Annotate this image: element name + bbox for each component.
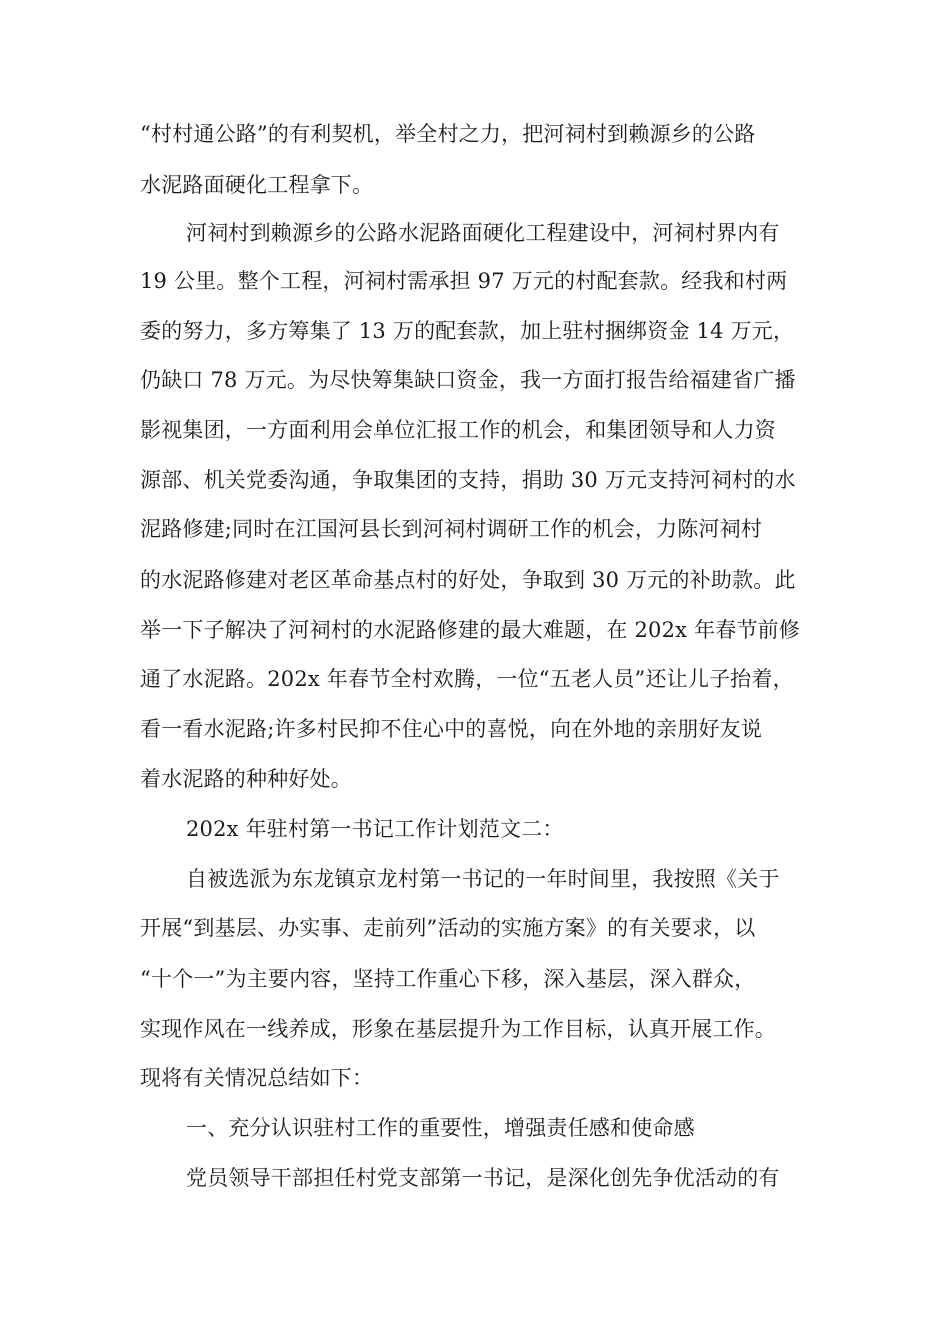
text-line: 源部、机关党委沟通，争取集团的支持，捐助 30 万元支持河祠村的水 [140, 468, 796, 492]
text-line: “十个一”为主要内容，坚持工作重心下移，深入基层，深入群众， [140, 967, 756, 991]
text-line: 委的努力，多方筹集了 13 万的配套款，加上驻村捆绑资金 14 万元， [140, 319, 795, 343]
text-line: 水泥路面硬化工程拿下。 [140, 173, 374, 197]
text-line: 开展“到基层、办实事、走前列”活动的实施方案》的有关要求，以 [140, 916, 756, 940]
section-heading: 202x 年驻村第一书记工作计划范文二： [186, 817, 564, 841]
paragraph-first-line: 河祠村到赖源乡的公路水泥路面硬化工程建设中，河祠村界内有 [186, 221, 780, 245]
paragraph-first-line: 党员领导干部担任村党支部第一书记，是深化创先争优活动的有 [186, 1166, 780, 1190]
text-line: 通了水泥路。202x 年春节全村欢腾，一位“五老人员”还让儿子抬着， [140, 667, 794, 691]
text-line: 着水泥路的种种好处。 [140, 767, 352, 791]
text-line: 泥路修建;同时在江国河县长到河祠村调研工作的机会，力陈河祠村 [140, 517, 763, 541]
subsection-heading: 一、充分认识驻村工作的重要性，增强责任感和使命感 [186, 1116, 695, 1140]
text-line: 现将有关情况总结如下： [140, 1066, 374, 1090]
text-line: 实现作风在一线养成，形象在基层提升为工作目标，认真开展工作。 [140, 1017, 776, 1041]
text-line: 举一下子解决了河祠村的水泥路修建的最大难题，在 202x 年春节前修 [140, 618, 801, 642]
text-line: 19 公里。整个工程，河祠村需承担 97 万元的村配套款。经我和村两 [140, 269, 788, 293]
text-line: 仍缺口 78 万元。为尽快筹集缺口资金，我一方面打报告给福建省广播 [140, 368, 796, 392]
paragraph-first-line: 自被选派为东龙镇京龙村第一书记的一年时间里，我按照《关于 [186, 867, 780, 891]
text-line: 影视集团，一方面利用会单位汇报工作的机会，和集团领导和人力资 [140, 418, 776, 442]
text-line: “村村通公路”的有利契机，举全村之力，把河祠村到赖源乡的公路 [140, 122, 756, 146]
text-line: 看一看水泥路;许多村民抑不住心中的喜悦，向在外地的亲朋好友说 [140, 717, 763, 741]
text-line: 的水泥路修建对老区革命基点村的好处，争取到 30 万元的补助款。此 [140, 568, 796, 592]
